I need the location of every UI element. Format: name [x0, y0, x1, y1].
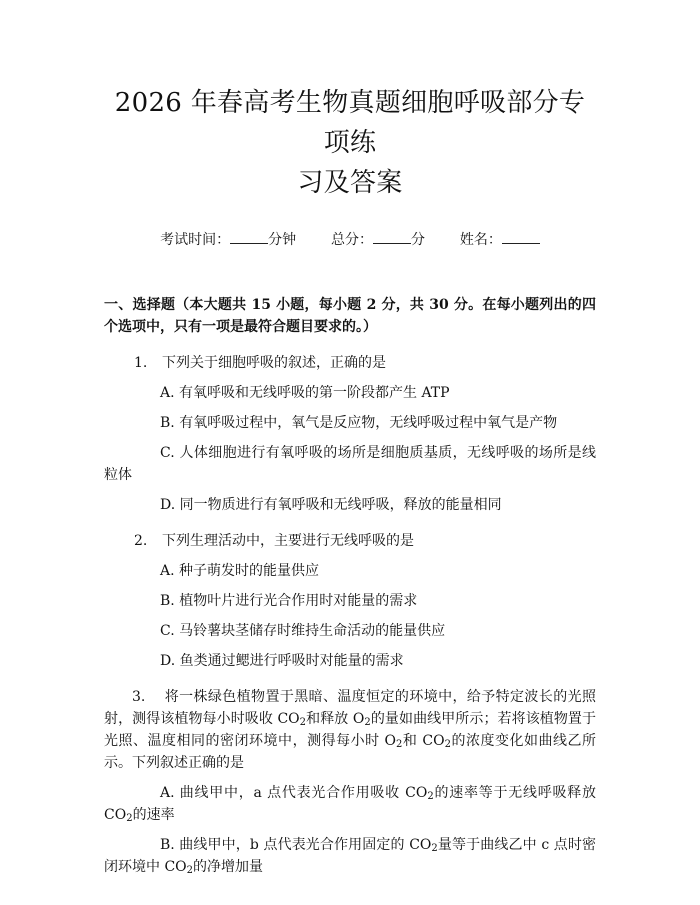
title-line-2: 习及答案	[297, 168, 403, 198]
question-2-option-b: B. 植物叶片进行光合作用时对能量的需求	[160, 593, 418, 609]
question-3-option-a-part-2: 的速率等于无线呼吸释放 CO	[104, 785, 597, 823]
subscript-2: 2	[126, 813, 133, 824]
question-3	[104, 686, 596, 774]
question-2-option-a: A. 种子萌发时的能量供应	[160, 563, 320, 579]
question-3-option-a	[104, 782, 596, 826]
question-1-option-c: C. 人体细胞进行有氧呼吸的场所是细胞质基质，无线呼吸的场所是线粒体	[104, 445, 596, 483]
question-2-option-d: D. 鱼类通过鳃进行呼吸时对能量的需求	[160, 653, 404, 669]
subscript-2: 2	[444, 739, 451, 750]
question-3-option-a-part-3: 的速率	[132, 807, 175, 823]
subscript-2: 2	[364, 717, 371, 728]
document-title	[104, 0, 596, 203]
title-line-1: 2026 年春高考生物真题细胞呼吸部分专项练	[114, 88, 586, 158]
subscript-2: 2	[427, 791, 434, 802]
question-1-option-b: B. 有氧呼吸过程中，氧气是反应物，无线呼吸过程中氧气是产物	[160, 415, 558, 431]
subscript-2: 2	[396, 739, 403, 750]
question-3-option-b-part-2: 量等于曲线乙中 c 点时密闭环境中 CO	[104, 837, 596, 875]
question-3-number: 3.	[132, 689, 146, 705]
exam-info	[104, 229, 596, 250]
question-3-stem-part-4: 和 CO	[402, 733, 445, 749]
time-blank	[230, 229, 268, 244]
question-3-option-b-part-3: 的净增加量	[193, 859, 264, 875]
subscript-2: 2	[299, 717, 307, 728]
question-3-stem-part-5: 的浓度变化如曲线乙所示。下列叙述正确的是	[104, 733, 596, 771]
question-1-number: 1.	[134, 355, 148, 371]
question-3-option-a-part-1: A. 曲线甲中，a 点代表光合作用吸收 CO	[160, 785, 428, 801]
question-1-stem: 下列关于细胞呼吸的叙述，正确的是	[162, 355, 386, 371]
question-2-number: 2.	[134, 533, 148, 549]
name-label: 姓名：	[459, 232, 502, 248]
question-1-option-d: D. 同一物质进行有氧呼吸和无线呼吸，释放的能量相同	[160, 497, 502, 513]
time-label: 考试时间：	[160, 232, 231, 248]
question-3-stem-part-1: 将一株绿色植物置于黑暗、温度恒定的环境中，给予特定波长的光照射，测得该植物每小时吸收 CO	[104, 689, 596, 727]
question-2	[104, 530, 596, 552]
question-1	[104, 352, 596, 374]
subscript-2: 2	[186, 865, 194, 876]
section-1-heading: 一、选择题（本大题共 15 小题，每小题 2 分，共 30 分。在每小题列出的四个选项中，只有一项是最符合题目要求的。）	[104, 297, 596, 335]
score-unit: 分	[411, 232, 425, 248]
question-3-option-b	[104, 834, 596, 878]
question-2-option-c: C. 马铃薯块茎储存时维持生命活动的能量供应	[160, 623, 446, 639]
question-1-option-a: A. 有氧呼吸和无线呼吸的第一阶段都产生 ATP	[160, 385, 450, 401]
question-3-stem-part-2: 和释放 O	[306, 711, 365, 727]
question-2-stem: 下列生理活动中，主要进行无线呼吸的是	[162, 533, 414, 549]
question-3-option-b-part-1: B. 曲线甲中，b 点代表光合作用固定的 CO	[160, 837, 432, 853]
subscript-2: 2	[431, 843, 438, 854]
time-unit: 分钟	[268, 232, 297, 248]
name-blank	[502, 229, 540, 244]
score-blank	[373, 229, 411, 244]
score-label: 总分：	[331, 232, 373, 248]
question-3-stem-part-3: 的量如曲线甲所示；若将该植物置于光照、温度相同的密闭环境中，测得每小时 O	[104, 711, 597, 749]
